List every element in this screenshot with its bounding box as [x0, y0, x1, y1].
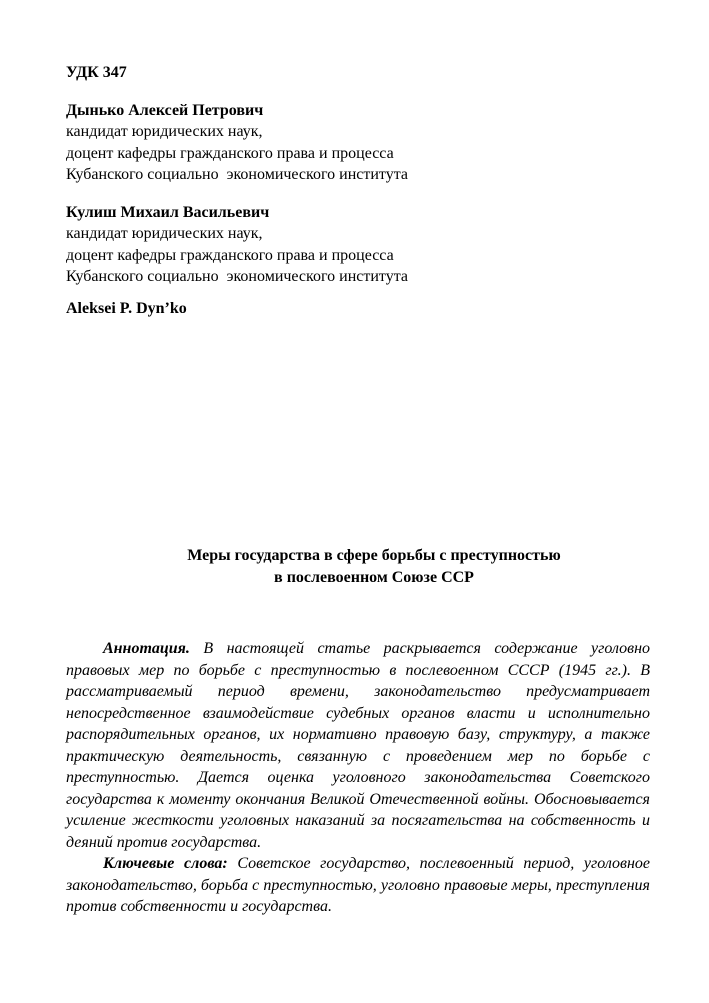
author-position: доцент кафедры гражданского права и процесса: [66, 144, 394, 162]
author-degree: кандидат юридических наук,: [66, 123, 263, 140]
author-block-2: [66, 202, 650, 288]
abstract-text: В настоящей статье раскрывается содержание уголовно правовых мер по борьбе с преступностью в послевоенном СССР (1945 гг.). В рассматриваемый период времени, законодательство предусматривает непосредственное взаимодействие судебных органов власти и исполнительно распорядительных органов, их нормативно правовую базу, структуру, а также практическую деятельность, связанную с проведением мер по борьбе с преступностью. Дается оценка уголовного законодательства Советского государства к моменту окончания Великой Отечественной войны. Обосновывается усиление жесткости уголовных наказаний за посягательства на собственность и деяний против государства.: [66, 640, 650, 851]
author-name: Дынько Алексей Петрович: [66, 101, 264, 119]
author-position: доцент кафедры гражданского права и процесса: [66, 246, 394, 264]
keywords-paragraph: [66, 853, 650, 918]
article-title-line-1: Меры государства в сфере борьбы с преступностью: [187, 547, 561, 564]
abstract-paragraph: [66, 638, 650, 853]
author-degree: кандидат юридических наук,: [66, 225, 263, 242]
vertical-spacer: [66, 319, 650, 545]
vertical-spacer: [66, 588, 650, 638]
udc-code: УДК 347: [66, 64, 127, 81]
keywords-label: Ключевые слова:: [103, 855, 228, 872]
abstract-label: Аннотация.: [103, 640, 190, 657]
author-translit: Aleksei P. Dyn’ko: [66, 299, 187, 317]
author-affiliation: Кубанского социально экономического института: [66, 268, 408, 285]
author-block-1: [66, 100, 650, 186]
article-title: [66, 545, 650, 588]
keywords-text: Советское государство, послевоенный период, уголовное законодательство, борьба с преступностью, уголовно правовые меры, преступления против собственности и государства.: [66, 855, 651, 915]
author-affiliation: Кубанского социально экономического института: [66, 166, 408, 183]
article-title-line-2: в послевоенном Союзе ССР: [274, 568, 474, 586]
author-name: Кулиш Михаил Васильевич: [66, 203, 270, 221]
